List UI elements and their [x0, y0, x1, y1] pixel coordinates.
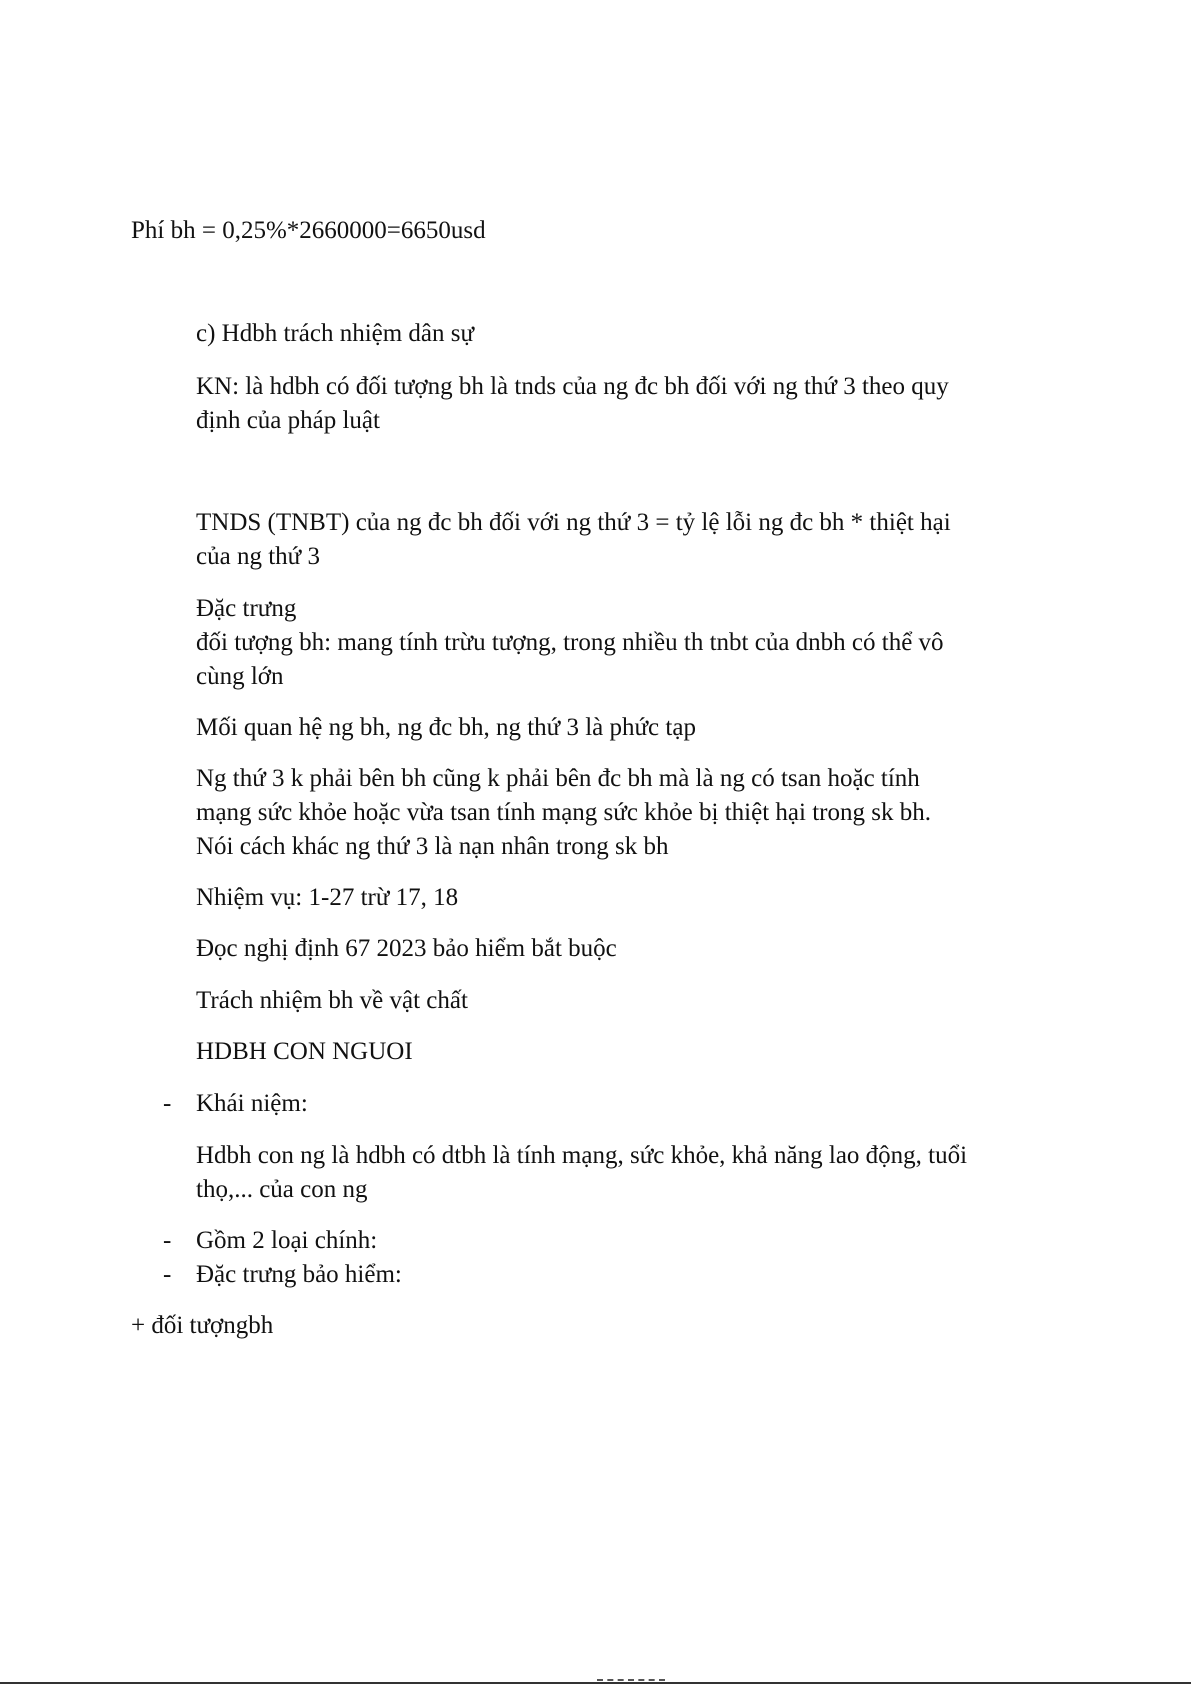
- concept-line-1: Hdbh con ng là hdbh có dtbh là tính mạng, sức khỏe, khả năng lao động, tuổi: [196, 1142, 968, 1169]
- insured-object-line-2: cùng lớn: [196, 663, 284, 690]
- premium-formula: Phí bh = 0,25%*2660000=6650usd: [131, 217, 486, 244]
- personal-insurance-heading: HDBH CON NGUOI: [196, 1038, 413, 1065]
- bullet-dash: -: [163, 1227, 172, 1254]
- definition-line-2: định của pháp luật: [196, 407, 380, 434]
- concept-line-2: thọ,... của con ng: [196, 1176, 368, 1203]
- section-heading-civil-liability: c) Hdbh trách nhiệm dân sự: [196, 320, 475, 347]
- insurance-characteristics-line: Đặc trưng bảo hiểm:: [196, 1261, 402, 1288]
- tasks-line: Nhiệm vụ: 1-27 trừ 17, 18: [196, 884, 459, 911]
- tnds-formula-line-2: của ng thứ 3: [196, 543, 320, 570]
- insured-object-line-1: đối tượng bh: mang tính trừu tượng, trong nhiều th tnbt của dnbh có thể vô: [196, 629, 944, 656]
- bullet-dash: -: [163, 1261, 172, 1288]
- tnds-formula-line-1: TNDS (TNBT) của ng đc bh đối với ng thứ 3 = tỷ lệ lỗi ng đc bh * thiệt hại: [196, 509, 951, 536]
- page-bottom-rule: [0, 1682, 1191, 1684]
- read-decree-line: Đọc nghị định 67 2023 bảo hiểm bắt buộc: [196, 935, 617, 962]
- material-liability-line: Trách nhiệm bh về vật chất: [196, 987, 468, 1014]
- third-party-line-2: mạng sức khỏe hoặc vừa tsan tính mạng sức khỏe bị thiệt hại trong sk bh.: [196, 799, 931, 826]
- third-party-line-1: Ng thứ 3 k phải bên bh cũng k phải bên đc bh mà là ng có tsan hoặc tính: [196, 765, 920, 792]
- insured-object-heading: + đối tượngbh: [131, 1312, 274, 1339]
- two-types-line: Gồm 2 loại chính:: [196, 1227, 378, 1254]
- definition-line-1: KN: là hdbh có đối tượng bh là tnds của ng đc bh đối với ng thứ 3 theo quy: [196, 373, 949, 400]
- concept-label: Khái niệm:: [196, 1090, 308, 1117]
- third-party-line-3: Nói cách khác ng thứ 3 là nạn nhân trong sk bh: [196, 833, 669, 860]
- page-bottom-mark: [597, 1679, 665, 1683]
- bullet-dash: -: [163, 1090, 172, 1117]
- characteristics-heading: Đặc trưng: [196, 595, 297, 622]
- relationship-line: Mối quan hệ ng bh, ng đc bh, ng thứ 3 là phức tạp: [196, 714, 696, 741]
